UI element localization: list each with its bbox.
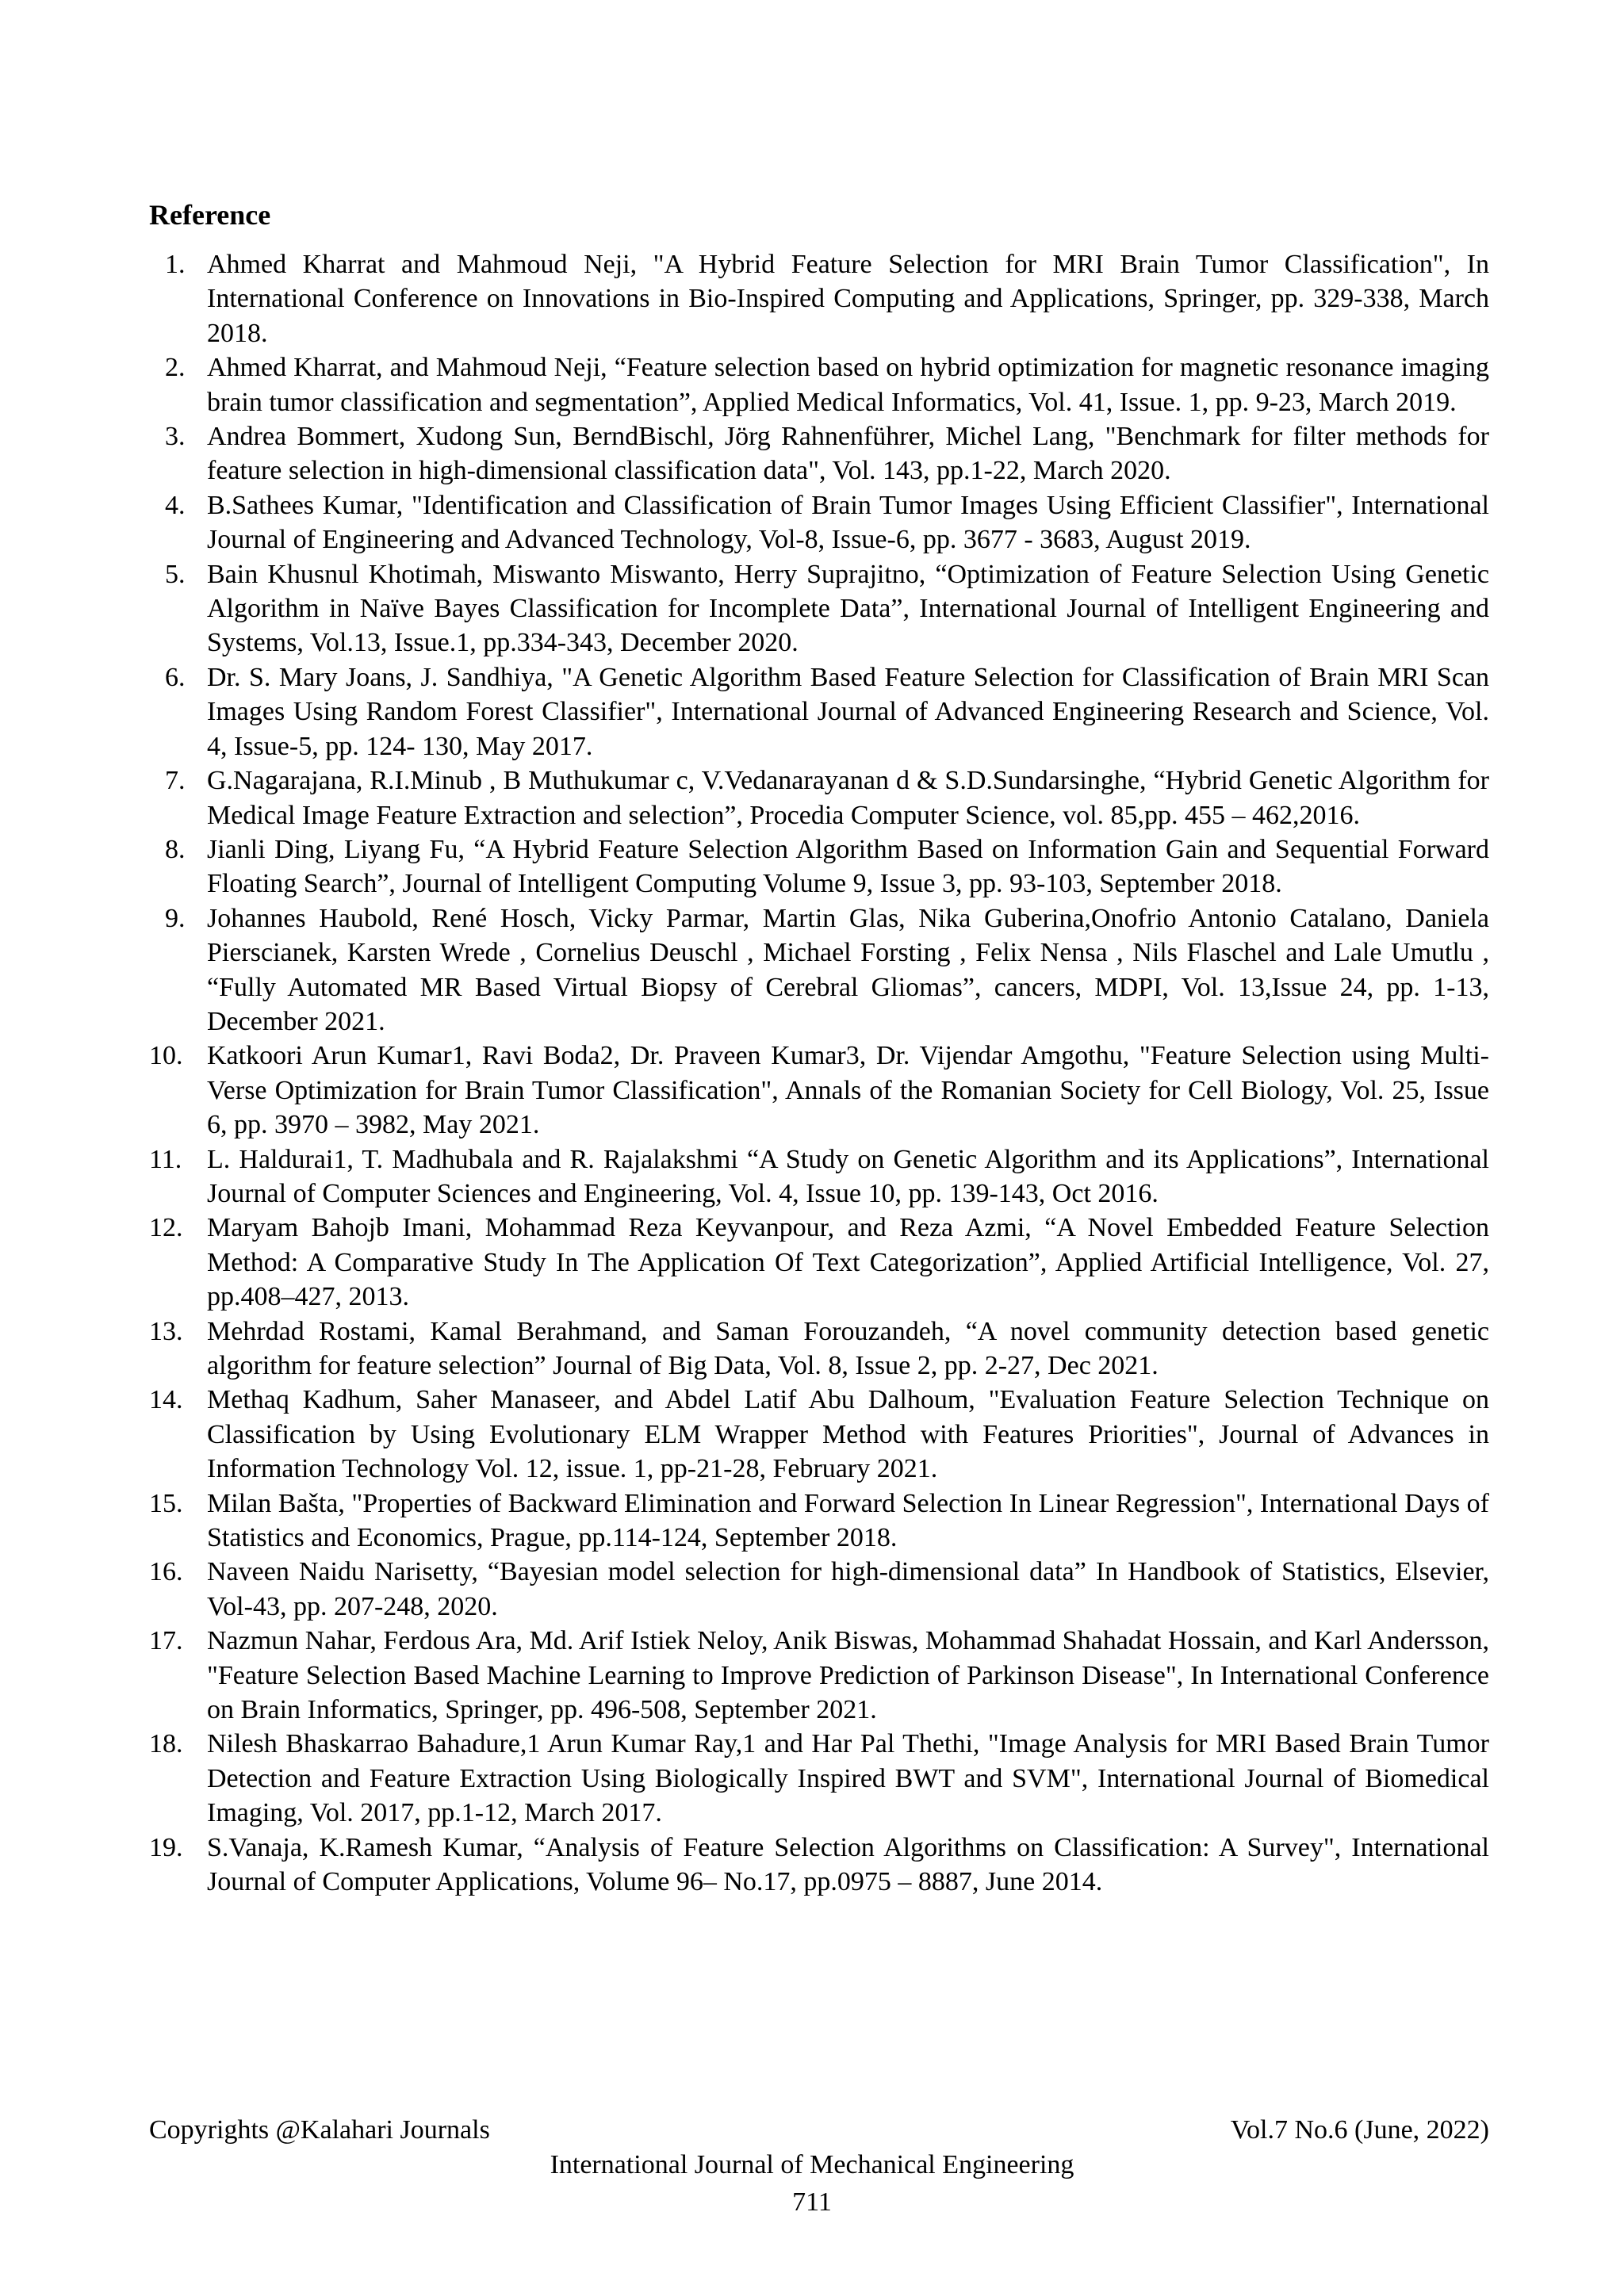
- reference-item: [149, 557, 1489, 660]
- reference-item: [149, 1727, 1489, 1830]
- reference-item: [149, 1211, 1489, 1314]
- reference-text: Nilesh Bhaskarrao Bahadure,1 Arun Kumar Ray,1 and Har Pal Thethi, "Image Analysis for MRI Based Brain Tumor Detection and Feature Extraction Using Biologically Inspired BWT and SVM", International Journal of Biomedical Imaging, Vol. 2017, pp.1-12, March 2017.: [207, 1729, 1489, 1828]
- reference-text: B.Sathees Kumar, "Identification and Classification of Brain Tumor Images Using Efficient Classifier", International Journal of Engineering and Advanced Technology, Vol-8, Issue-6, pp. 3677 - 3683, August 2019.: [207, 490, 1489, 555]
- reference-text: Mehrdad Rostami, Kamal Berahmand, and Saman Forouzandeh, “A novel community detection based genetic algorithm for feature selection” Journal of Big Data, Vol. 8, Issue 2, pp. 2-27, Dec 2021.: [207, 1316, 1489, 1380]
- reference-number: 8.: [165, 834, 186, 864]
- reference-number: 4.: [165, 490, 186, 520]
- reference-item: [149, 901, 1489, 1039]
- reference-item: [149, 1314, 1489, 1383]
- reference-text: Ahmed Kharrat and Mahmoud Neji, "A Hybrid Feature Selection for MRI Brain Tumor Classification", In International Conference on Innovations in Bio-Inspired Computing and Applications, Springer, pp. 329-338, March 2018.: [207, 250, 1489, 348]
- footer-volume: Vol.7 No.6 (June, 2022): [1230, 2115, 1489, 2145]
- reference-number: 7.: [165, 766, 186, 796]
- reference-text: Bain Khusnul Khotimah, Miswanto Miswanto, Herry Suprajitno, “Optimization of Feature Selection Using Genetic Algorithm in Naïve Bayes Classification for Incomplete Data”, International Journal of Intelligent Engineering and Systems, Vol.13, Issue.1, pp.334-343, December 2020.: [207, 559, 1489, 658]
- reference-item: [149, 350, 1489, 419]
- reference-item: [149, 1039, 1489, 1142]
- reference-number: 13.: [149, 1316, 183, 1346]
- reference-number: 16.: [149, 1557, 183, 1587]
- reference-number: 17.: [149, 1626, 183, 1656]
- reference-text: G.Nagarajana, R.I.Minub , B Muthukumar c, V.Vedanarayanan d & S.D.Sundarsinghe, “Hybrid Genetic Algorithm for Medical Image Feature Extraction and selection”, Procedia Computer Science, vol. 85,pp. 455 – 462,2016.: [207, 766, 1489, 830]
- reference-item: [149, 1383, 1489, 1486]
- reference-text: Maryam Bahojb Imani, Mohammad Reza Keyvanpour, and Reza Azmi, “A Novel Embedded Feature Selection Method: A Comparative Study In The Application Of Text Categorization”, Applied Artificial Intelligence, Vol. 27, pp.408–427, 2013.: [207, 1213, 1489, 1312]
- reference-number: 18.: [149, 1729, 183, 1759]
- section-heading: Reference: [149, 199, 271, 231]
- reference-item: [149, 488, 1489, 557]
- reference-text: Ahmed Kharrat, and Mahmoud Neji, “Feature selection based on hybrid optimization for magnetic resonance imaging brain tumor classification and segmentation”, Applied Medical Informatics, Vol. 41, Issue. 1, pp. 9-23, March 2019.: [207, 353, 1489, 417]
- footer-journal-name: International Journal of Mechanical Engineering: [550, 2150, 1074, 2179]
- reference-item: [149, 763, 1489, 832]
- reference-item: [149, 1555, 1489, 1624]
- footer-copyright: Copyrights @Kalahari Journals: [149, 2115, 490, 2145]
- reference-number: 1.: [165, 250, 186, 279]
- reference-number: 9.: [165, 903, 186, 933]
- reference-text: Dr. S. Mary Joans, J. Sandhiya, "A Genetic Algorithm Based Feature Selection for Classification of Brain MRI Scan Images Using Random Forest Classifier", International Journal of Advanced Engineering Research and Science, Vol. 4, Issue-5, pp. 124- 130, May 2017.: [207, 662, 1489, 761]
- reference-item: [149, 1487, 1489, 1556]
- reference-item: [149, 1142, 1489, 1211]
- reference-text: Katkoori Arun Kumar1, Ravi Boda2, Dr. Praveen Kumar3, Dr. Vijendar Amgothu, "Feature Selection using Multi-Verse Optimization for Brain Tumor Classification", Annals of the Romanian Society for Cell Biology, Vol. 25, Issue 6, pp. 3970 – 3982, May 2021.: [207, 1041, 1489, 1140]
- reference-number: 10.: [149, 1041, 183, 1071]
- reference-number: 19.: [149, 1832, 183, 1862]
- reference-text: L. Haldurai1, T. Madhubala and R. Rajalakshmi “A Study on Genetic Algorithm and its Applications”, International Journal of Computer Sciences and Engineering, Vol. 4, Issue 10, pp. 139-143, Oct 2016.: [207, 1144, 1489, 1208]
- reference-text: Milan Bašta, "Properties of Backward Elimination and Forward Selection In Linear Regression", International Days of Statistics and Economics, Prague, pp.114-124, September 2018.: [207, 1488, 1489, 1553]
- reference-text: Jianli Ding, Liyang Fu, “A Hybrid Feature Selection Algorithm Based on Information Gain and Sequential Forward Floating Search”, Journal of Intelligent Computing Volume 9, Issue 3, pp. 93-103, September 2018.: [207, 834, 1489, 899]
- reference-number: 14.: [149, 1385, 183, 1415]
- reference-number: 15.: [149, 1488, 183, 1518]
- reference-number: 6.: [165, 662, 186, 692]
- reference-number: 12.: [149, 1213, 183, 1243]
- reference-number: 3.: [165, 422, 186, 452]
- reference-text: Andrea Bommert, Xudong Sun, BerndBischl, Jörg Rahnenführer, Michel Lang, "Benchmark for filter methods for feature selection in high-dimensional classification data", Vol. 143, pp.1-22, March 2020.: [207, 422, 1489, 486]
- reference-number: 2.: [165, 353, 186, 383]
- reference-text: Methaq Kadhum, Saher Manaseer, and Abdel Latif Abu Dalhoum, "Evaluation Feature Selection Technique on Classification by Using Evolutionary ELM Wrapper Method with Features Priorities", Journal of Advances in Information Technology Vol. 12, issue. 1, pp-21-28, February 2021.: [207, 1385, 1489, 1484]
- reference-item: [149, 832, 1489, 901]
- reference-text: Naveen Naidu Narisetty, “Bayesian model selection for high-dimensional data” In Handbook of Statistics, Elsevier, Vol-43, pp. 207-248, 2020.: [207, 1557, 1489, 1621]
- reference-item: [149, 1624, 1489, 1727]
- reference-number: 5.: [165, 559, 186, 589]
- reference-list: [149, 247, 1489, 1900]
- reference-text: Johannes Haubold, René Hosch, Vicky Parmar, Martin Glas, Nika Guberina,Onofrio Antonio Catalano, Daniela Pierscianek, Karsten Wrede , Cornelius Deuschl , Michael Forsting , Felix Nensa , Nils Flaschel and Lale Umutlu , “Fully Automated MR Based Virtual Biopsy of Cerebral Gliomas”, cancers, MDPI, Vol. 13,Issue 24, pp. 1-13, December 2021.: [207, 903, 1489, 1036]
- reference-number: 11.: [149, 1144, 182, 1174]
- reference-text: S.Vanaja, K.Ramesh Kumar, “Analysis of Feature Selection Algorithms on Classification: A Survey", International Journal of Computer Applications, Volume 96– No.17, pp.0975 – 8887, June 2014.: [207, 1832, 1489, 1897]
- reference-item: [149, 247, 1489, 350]
- reference-text: Nazmun Nahar, Ferdous Ara, Md. Arif Istiek Neloy, Anik Biswas, Mohammad Shahadat Hossain, and Karl Andersson, "Feature Selection Based Machine Learning to Improve Prediction of Parkinson Disease", In International Conference on Brain Informatics, Springer, pp. 496-508, September 2021.: [207, 1626, 1489, 1725]
- reference-item: [149, 419, 1489, 488]
- reference-item: [149, 1831, 1489, 1900]
- page-number: 711: [792, 2187, 832, 2217]
- reference-item: [149, 660, 1489, 763]
